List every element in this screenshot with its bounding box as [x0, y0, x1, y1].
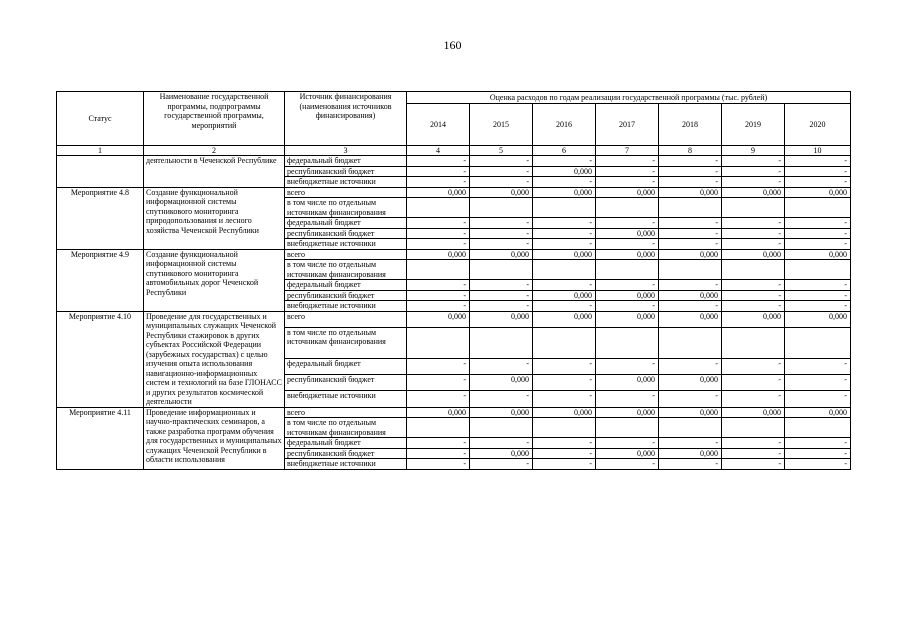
measure-name: Создание функциональной информационной системы спутникового мониторинга природопользования и лесного хозяйства Чеченской Республики: [144, 187, 285, 249]
column-number: 6: [533, 146, 596, 156]
funding-source: всего: [285, 249, 407, 260]
budget-table: [56, 91, 851, 470]
amount-cell: 0,000: [659, 249, 722, 260]
amount-cell: -: [722, 438, 785, 449]
amount-cell: [407, 260, 470, 280]
amount-cell: -: [407, 438, 470, 449]
amount-cell: -: [596, 459, 659, 470]
amount-cell: 0,000: [407, 187, 470, 198]
amount-cell: -: [533, 301, 596, 312]
amount-cell: 0,000: [533, 187, 596, 198]
amount-cell: [785, 327, 851, 358]
amount-cell: 0,000: [596, 311, 659, 327]
amount-cell: 0,000: [596, 249, 659, 260]
amount-cell: -: [785, 448, 851, 459]
amount-cell: -: [785, 239, 851, 250]
measure-status: Мероприятие 4.8: [57, 187, 144, 249]
funding-source: всего: [285, 187, 407, 198]
amount-cell: 0,000: [659, 290, 722, 301]
amount-cell: -: [722, 218, 785, 229]
amount-cell: 0,000: [722, 311, 785, 327]
amount-cell: [785, 260, 851, 280]
header-year: 2014: [407, 104, 470, 146]
amount-cell: -: [407, 228, 470, 239]
funding-source: в том числе по отдельным источникам финансирования: [285, 260, 407, 280]
amount-cell: -: [659, 391, 722, 407]
amount-cell: [596, 418, 659, 438]
column-number: 5: [470, 146, 533, 156]
amount-cell: -: [596, 391, 659, 407]
amount-cell: -: [659, 301, 722, 312]
amount-cell: -: [659, 156, 722, 167]
amount-cell: [722, 418, 785, 438]
amount-cell: 0,000: [470, 407, 533, 418]
amount-cell: -: [533, 156, 596, 167]
amount-cell: 0,000: [659, 311, 722, 327]
amount-cell: -: [533, 438, 596, 449]
amount-cell: -: [722, 459, 785, 470]
amount-cell: -: [596, 156, 659, 167]
amount-cell: -: [596, 301, 659, 312]
amount-cell: 0,000: [596, 374, 659, 390]
measure-name: деятельности в Чеченской Республике: [144, 156, 285, 188]
column-numbers-row: [57, 146, 851, 156]
column-number: 3: [285, 146, 407, 156]
amount-cell: 0,000: [533, 311, 596, 327]
amount-cell: 0,000: [407, 407, 470, 418]
amount-cell: [722, 260, 785, 280]
amount-cell: -: [470, 391, 533, 407]
amount-cell: -: [533, 228, 596, 239]
funding-source: внебюджетные источники: [285, 239, 407, 250]
amount-cell: -: [722, 358, 785, 374]
amount-cell: -: [407, 218, 470, 229]
amount-cell: 0,000: [533, 166, 596, 177]
funding-source: в том числе по отдельным источникам финансирования: [285, 327, 407, 358]
amount-cell: -: [785, 156, 851, 167]
amount-cell: [722, 327, 785, 358]
funding-source: внебюджетные источники: [285, 177, 407, 188]
amount-cell: 0,000: [722, 187, 785, 198]
amount-cell: -: [785, 280, 851, 291]
funding-source: внебюджетные источники: [285, 391, 407, 407]
amount-cell: 0,000: [596, 187, 659, 198]
amount-cell: [659, 198, 722, 218]
amount-cell: 0,000: [722, 407, 785, 418]
amount-cell: -: [407, 391, 470, 407]
amount-cell: [659, 327, 722, 358]
amount-cell: 0,000: [470, 187, 533, 198]
amount-cell: -: [407, 290, 470, 301]
measure-status: [57, 156, 144, 188]
amount-cell: -: [470, 239, 533, 250]
amount-cell: 0,000: [785, 407, 851, 418]
table-row: [57, 187, 851, 198]
amount-cell: -: [407, 177, 470, 188]
amount-cell: -: [785, 391, 851, 407]
header-estimate: Оценка расходов по годам реализации государственной программы (тыс. рублей): [407, 92, 851, 104]
amount-cell: 0,000: [659, 448, 722, 459]
header-year: 2017: [596, 104, 659, 146]
amount-cell: [470, 260, 533, 280]
amount-cell: -: [722, 228, 785, 239]
amount-cell: 0,000: [470, 374, 533, 390]
amount-cell: -: [596, 280, 659, 291]
funding-source: в том числе по отдельным источникам финансирования: [285, 198, 407, 218]
column-number: 7: [596, 146, 659, 156]
column-number: 9: [722, 146, 785, 156]
amount-cell: -: [407, 459, 470, 470]
amount-cell: 0,000: [596, 290, 659, 301]
funding-source: республиканский бюджет: [285, 228, 407, 239]
column-number: 1: [57, 146, 144, 156]
amount-cell: -: [533, 239, 596, 250]
amount-cell: 0,000: [785, 187, 851, 198]
amount-cell: [533, 198, 596, 218]
amount-cell: -: [785, 218, 851, 229]
amount-cell: -: [785, 374, 851, 390]
amount-cell: -: [722, 290, 785, 301]
amount-cell: -: [785, 166, 851, 177]
amount-cell: -: [596, 358, 659, 374]
amount-cell: -: [407, 448, 470, 459]
amount-cell: [533, 418, 596, 438]
amount-cell: -: [659, 459, 722, 470]
measure-name: Создание функциональной информационной системы спутникового мониторинга автомобильных дорог Чеченской Республики: [144, 249, 285, 311]
amount-cell: -: [785, 290, 851, 301]
header-year: 2018: [659, 104, 722, 146]
amount-cell: -: [470, 459, 533, 470]
column-number: 2: [144, 146, 285, 156]
header-year: 2016: [533, 104, 596, 146]
header-year: 2019: [722, 104, 785, 146]
amount-cell: -: [533, 218, 596, 229]
page-number: 160: [443, 38, 462, 52]
amount-cell: [407, 327, 470, 358]
funding-source: республиканский бюджет: [285, 166, 407, 177]
amount-cell: -: [470, 218, 533, 229]
amount-cell: -: [407, 374, 470, 390]
amount-cell: -: [722, 374, 785, 390]
amount-cell: 0,000: [659, 187, 722, 198]
amount-cell: 0,000: [533, 249, 596, 260]
amount-cell: 0,000: [785, 249, 851, 260]
amount-cell: [470, 418, 533, 438]
amount-cell: -: [596, 218, 659, 229]
funding-source: всего: [285, 311, 407, 327]
amount-cell: -: [470, 166, 533, 177]
amount-cell: -: [785, 459, 851, 470]
header-status: Статус: [57, 92, 144, 146]
amount-cell: [533, 260, 596, 280]
funding-source: внебюджетные источники: [285, 301, 407, 312]
amount-cell: -: [659, 280, 722, 291]
column-number: 8: [659, 146, 722, 156]
header-source: Источник финансирования (наименования источников финансирования): [285, 92, 407, 146]
funding-source: в том числе по отдельным источникам финансирования: [285, 418, 407, 438]
amount-cell: -: [596, 177, 659, 188]
column-number: 10: [785, 146, 851, 156]
amount-cell: -: [722, 156, 785, 167]
amount-cell: -: [470, 177, 533, 188]
amount-cell: -: [722, 391, 785, 407]
header-year: 2020: [785, 104, 851, 146]
amount-cell: -: [470, 301, 533, 312]
amount-cell: -: [659, 358, 722, 374]
amount-cell: -: [596, 239, 659, 250]
amount-cell: [659, 260, 722, 280]
amount-cell: -: [659, 166, 722, 177]
funding-source: федеральный бюджет: [285, 156, 407, 167]
funding-source: федеральный бюджет: [285, 358, 407, 374]
amount-cell: -: [407, 166, 470, 177]
funding-source: всего: [285, 407, 407, 418]
amount-cell: -: [407, 239, 470, 250]
table-row: [57, 249, 851, 260]
amount-cell: -: [407, 301, 470, 312]
amount-cell: -: [533, 177, 596, 188]
amount-cell: -: [407, 358, 470, 374]
amount-cell: -: [659, 228, 722, 239]
amount-cell: [785, 198, 851, 218]
amount-cell: -: [533, 448, 596, 459]
amount-cell: -: [659, 218, 722, 229]
amount-cell: 0,000: [407, 249, 470, 260]
amount-cell: 0,000: [533, 407, 596, 418]
amount-cell: -: [533, 358, 596, 374]
amount-cell: 0,000: [470, 249, 533, 260]
amount-cell: -: [785, 177, 851, 188]
amount-cell: -: [722, 166, 785, 177]
amount-cell: -: [470, 358, 533, 374]
funding-source: республиканский бюджет: [285, 374, 407, 390]
funding-source: республиканский бюджет: [285, 290, 407, 301]
amount-cell: -: [470, 280, 533, 291]
amount-cell: -: [470, 156, 533, 167]
amount-cell: -: [659, 438, 722, 449]
amount-cell: -: [659, 239, 722, 250]
amount-cell: 0,000: [470, 311, 533, 327]
amount-cell: -: [533, 391, 596, 407]
amount-cell: -: [659, 177, 722, 188]
amount-cell: -: [533, 374, 596, 390]
amount-cell: -: [722, 301, 785, 312]
amount-cell: -: [785, 228, 851, 239]
amount-cell: 0,000: [659, 374, 722, 390]
amount-cell: [470, 327, 533, 358]
amount-cell: 0,000: [785, 311, 851, 327]
amount-cell: -: [785, 301, 851, 312]
amount-cell: -: [722, 239, 785, 250]
amount-cell: -: [785, 358, 851, 374]
amount-cell: [407, 198, 470, 218]
table-row: [57, 407, 851, 418]
amount-cell: -: [470, 438, 533, 449]
amount-cell: 0,000: [470, 448, 533, 459]
amount-cell: -: [785, 438, 851, 449]
amount-cell: [470, 198, 533, 218]
amount-cell: -: [722, 448, 785, 459]
amount-cell: [596, 198, 659, 218]
amount-cell: 0,000: [407, 311, 470, 327]
amount-cell: 0,000: [596, 448, 659, 459]
amount-cell: 0,000: [596, 228, 659, 239]
measure-status: Мероприятие 4.11: [57, 407, 144, 469]
amount-cell: [407, 418, 470, 438]
amount-cell: -: [533, 280, 596, 291]
amount-cell: -: [596, 166, 659, 177]
amount-cell: 0,000: [596, 407, 659, 418]
header-name: Наименование государственной программы, подпрограммы государственной программы, мероприятий: [144, 92, 285, 146]
amount-cell: [533, 327, 596, 358]
amount-cell: -: [533, 459, 596, 470]
amount-cell: -: [470, 290, 533, 301]
table-row: [57, 311, 851, 327]
amount-cell: -: [596, 438, 659, 449]
amount-cell: [659, 418, 722, 438]
funding-source: федеральный бюджет: [285, 438, 407, 449]
amount-cell: [596, 260, 659, 280]
amount-cell: -: [722, 280, 785, 291]
header-year: 2015: [470, 104, 533, 146]
amount-cell: -: [407, 156, 470, 167]
funding-source: внебюджетные источники: [285, 459, 407, 470]
measure-name: Проведение для государственных и муниципальных служащих Чеченской Республики стажировок в других субъектах Российской Федерации (зарубежных государствах) с целью изучения опыта использования навигационно-информационных систем и технологий на базе ГЛОНАСС и других результатов космической деятельности: [144, 311, 285, 407]
amount-cell: 0,000: [722, 249, 785, 260]
amount-cell: -: [407, 280, 470, 291]
amount-cell: [722, 198, 785, 218]
amount-cell: 0,000: [533, 290, 596, 301]
measure-name: Проведение информационных и научно-практических семинаров, а также разработка программ обучения для государственных и муниципальных служащих Чеченской Республики в области использования: [144, 407, 285, 469]
measure-status: Мероприятие 4.9: [57, 249, 144, 311]
measure-status: Мероприятие 4.10: [57, 311, 144, 407]
amount-cell: -: [470, 228, 533, 239]
amount-cell: [596, 327, 659, 358]
funding-source: федеральный бюджет: [285, 280, 407, 291]
funding-source: республиканский бюджет: [285, 448, 407, 459]
column-number: 4: [407, 146, 470, 156]
funding-source: федеральный бюджет: [285, 218, 407, 229]
table-row: [57, 156, 851, 167]
amount-cell: 0,000: [659, 407, 722, 418]
amount-cell: -: [722, 177, 785, 188]
amount-cell: [785, 418, 851, 438]
